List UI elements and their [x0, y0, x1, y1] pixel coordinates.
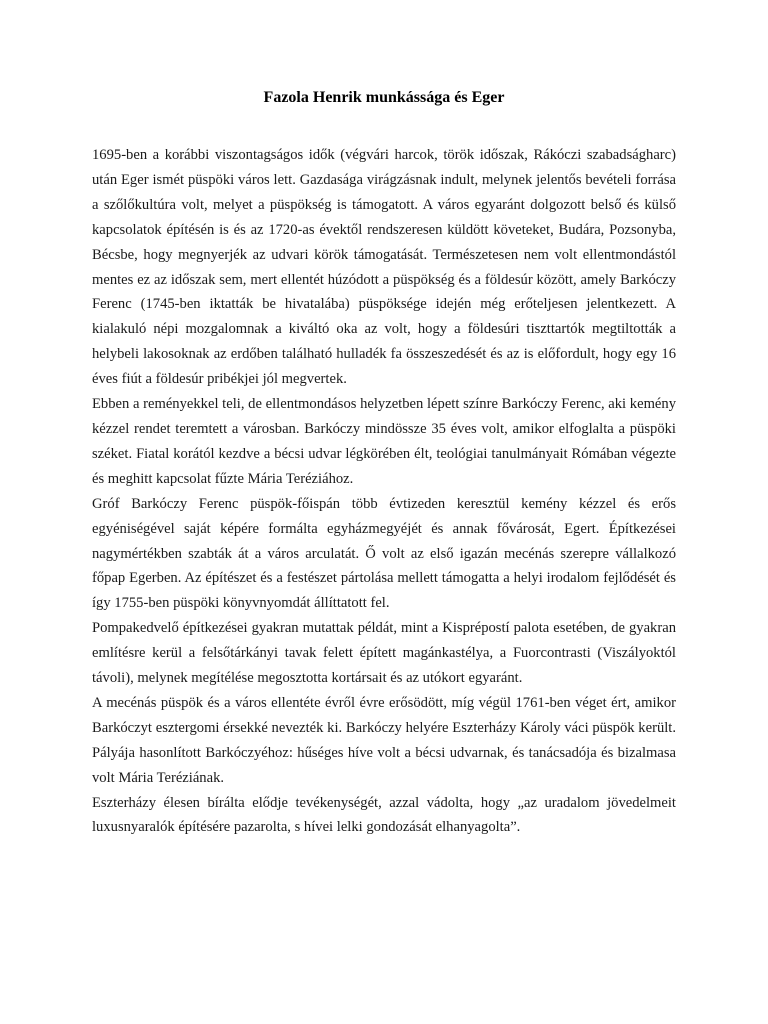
paragraph: Ebben a reményekkel teli, de ellentmondásos helyzetben lépett színre Barkóczy Ferenc, aki kemény kézzel rendet teremtett a városban. Barkóczy mindössze 35 éves volt, amikor elfoglalta a püspöki széket. Fiatal korától kezdve a bécsi udvar légkörében élt, teológiai tanulmányait Rómában végezte és meghitt kapcsolat fűzte Mária Teréziához. — [92, 396, 676, 487]
paragraph: Gróf Barkóczy Ferenc püspök-főispán több évtizeden keresztül kemény kézzel és erős egyéniségével saját képére formálta egyházmegyéjét és annak fővárosát, Egert. Építkezései nagymértékben szabták át a város arculatát. Ő volt az első igazán mecénás szerepre vállalkozó főpap Egerben. Az építészet és a festészet pártolása mellett támogatta a helyi irodalom fejlődését és így 1755-ben püspöki könyvnyomdát állíttatott fel. — [92, 495, 676, 612]
paragraph: 1695-ben a korábbi viszontagságos idők (végvári harcok, török időszak, Rákóczi szabadságharc) után Eger ismét püspöki város lett. Gazdasága virágzásnak indult, melynek jelentős bevételi forrása a szőlőkultúra volt, melyet a püspökség is támogatott. A város egyaránt dolgozott belső és külső kapcsolatok építésén is és az 1720-as évektől rendszeresen küldött követeket, Budára, Pozsonyba, Bécsbe, hogy megnyerjék az udvari körök támogatását. Természetesen nem volt ellentmondástól mentes ez az időszak sem, mert ellentét húzódott a püspökség és a földesúr között, amely Barkóczy Ferenc (1745-ben iktatták be hivatalába) püspöksége idején még erőteljesen jelentkezett. A kialakuló népi mozgalomnak a kiváltó oka az volt, hogy a földesúri tiszttartók megtiltották a helybeli lakosoknak az erdőben található hulladék fa összeszedését és az is előfordult, hogy egy 16 éves fiút a földesúr pribékjei jól megvertek. — [92, 147, 676, 388]
document-body — [92, 143, 676, 840]
document-title: Fazola Henrik munkássága és Eger — [263, 89, 505, 106]
paragraph: Eszterházy élesen bírálta elődje tevékenységét, azzal vádolta, hogy „az uradalom jövedelmeit luxusnyaralók építésére pazarolta, s hívei lelki gondozását elhanyagolta”. — [92, 794, 676, 836]
paragraph: A mecénás püspök és a város ellentéte évről évre erősödött, míg végül 1761-ben véget ért, amikor Barkóczyt esztergomi érsekké nevezték ki. Barkóczy helyére Eszterházy Károly váci püspök került. Pályája hasonlított Barkóczyéhoz: hűséges híve volt a bécsi udvarnak, és tanácsadója és bizalmasa volt Mária Teréziának. — [92, 694, 676, 786]
paragraph: Pompakedvelő építkezései gyakran mutattak példát, mint a Kisprépostí palota esetében, de gyakran említésre kerül a felsőtárkányi tavak felett épített magánkastélya, a Fuorcontrasti (Viszályoktól távoli), melynek megítélése megosztotta kortársait és az utókort egyaránt. — [92, 620, 676, 687]
